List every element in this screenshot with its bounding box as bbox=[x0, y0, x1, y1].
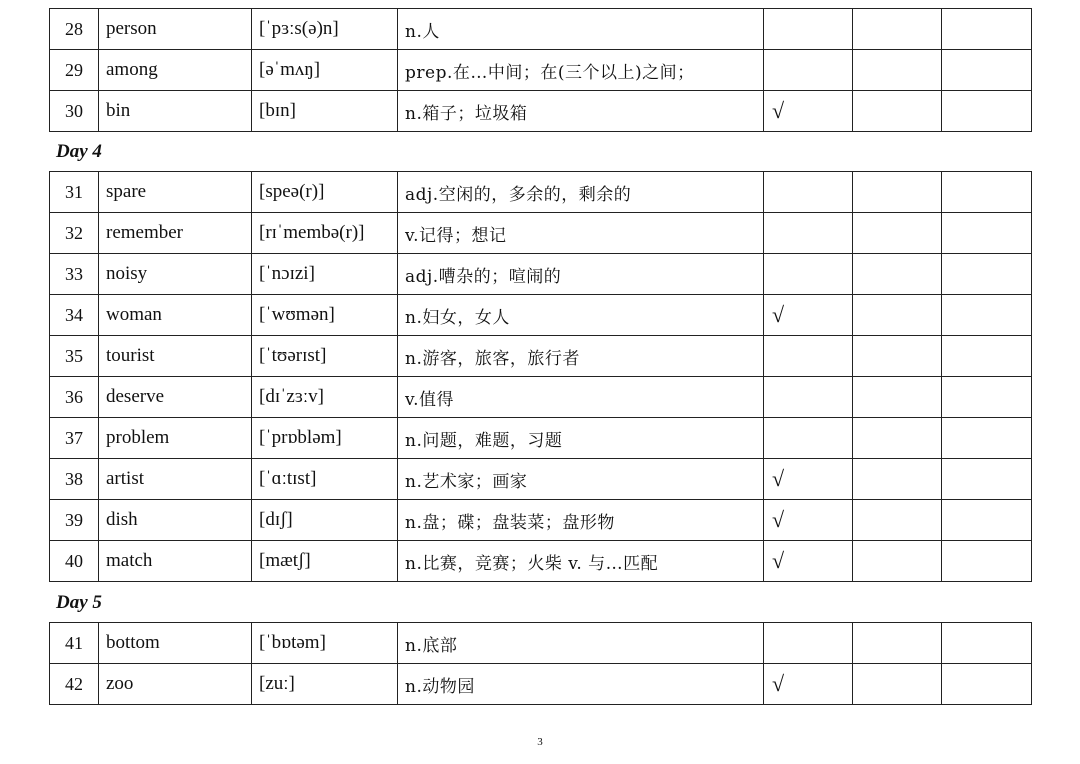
table-row bbox=[50, 336, 1032, 377]
check-cell bbox=[764, 623, 853, 664]
row-number: 31 bbox=[50, 172, 99, 213]
word-cell: noisy bbox=[99, 254, 252, 295]
table-row bbox=[50, 213, 1032, 254]
meaning-cell: n.人 bbox=[398, 9, 764, 50]
meaning-cell: n.底部 bbox=[398, 623, 764, 664]
table-row bbox=[50, 541, 1032, 582]
table-row bbox=[50, 418, 1032, 459]
meaning-cell: n.盘；碟；盘装菜；盘形物 bbox=[398, 500, 764, 541]
table-row bbox=[50, 172, 1032, 213]
check-cell: √ bbox=[764, 500, 853, 541]
row-number: 32 bbox=[50, 213, 99, 254]
row-number: 29 bbox=[50, 50, 99, 91]
row-number: 38 bbox=[50, 459, 99, 500]
blank-cell bbox=[853, 172, 942, 213]
blank-cell bbox=[853, 213, 942, 254]
blank-cell bbox=[853, 9, 942, 50]
vocab-table-day-5 bbox=[49, 622, 1032, 705]
vocab-table-day-4 bbox=[49, 171, 1032, 582]
meaning-cell: v.值得 bbox=[398, 377, 764, 418]
blank-cell bbox=[853, 254, 942, 295]
blank-cell bbox=[942, 541, 1032, 582]
word-cell: bottom bbox=[99, 623, 252, 664]
phonetic-cell: [ˈɑːtɪst] bbox=[252, 459, 398, 500]
meaning-cell: n.比赛，竞赛；火柴 v. 与…匹配 bbox=[398, 541, 764, 582]
check-cell bbox=[764, 9, 853, 50]
phonetic-cell: [rɪˈmembə(r)] bbox=[252, 213, 398, 254]
word-cell: problem bbox=[99, 418, 252, 459]
check-cell: √ bbox=[764, 295, 853, 336]
word-cell: tourist bbox=[99, 336, 252, 377]
phonetic-cell: [ˈwʊmən] bbox=[252, 295, 398, 336]
word-cell: spare bbox=[99, 172, 252, 213]
blank-cell bbox=[942, 500, 1032, 541]
word-cell: person bbox=[99, 9, 252, 50]
row-number: 36 bbox=[50, 377, 99, 418]
table-row bbox=[50, 623, 1032, 664]
check-cell: √ bbox=[764, 541, 853, 582]
check-cell bbox=[764, 172, 853, 213]
table-row bbox=[50, 377, 1032, 418]
table-row bbox=[50, 500, 1032, 541]
blank-cell bbox=[853, 91, 942, 132]
phonetic-cell: [dɪˈzɜːv] bbox=[252, 377, 398, 418]
blank-cell bbox=[853, 541, 942, 582]
word-cell: zoo bbox=[99, 664, 252, 705]
page-number: 3 bbox=[537, 736, 543, 748]
blank-cell bbox=[942, 172, 1032, 213]
row-number: 42 bbox=[50, 664, 99, 705]
blank-cell bbox=[853, 295, 942, 336]
blank-cell bbox=[942, 9, 1032, 50]
check-cell bbox=[764, 50, 853, 91]
phonetic-cell: [ˈbɒtəm] bbox=[252, 623, 398, 664]
meaning-cell: n.动物园 bbox=[398, 664, 764, 705]
check-cell: √ bbox=[764, 91, 853, 132]
meaning-cell: prep.在…中间；在(三个以上)之间； bbox=[398, 50, 764, 91]
blank-cell bbox=[853, 500, 942, 541]
table-row bbox=[50, 295, 1032, 336]
table-row bbox=[50, 254, 1032, 295]
blank-cell bbox=[942, 664, 1032, 705]
vocab-table-continued bbox=[49, 8, 1032, 132]
row-number: 39 bbox=[50, 500, 99, 541]
table-row bbox=[50, 91, 1032, 132]
check-cell: √ bbox=[764, 664, 853, 705]
row-number: 28 bbox=[50, 9, 99, 50]
blank-cell bbox=[853, 623, 942, 664]
blank-cell bbox=[942, 377, 1032, 418]
check-cell bbox=[764, 336, 853, 377]
blank-cell bbox=[853, 50, 942, 91]
table-row bbox=[50, 459, 1032, 500]
blank-cell bbox=[853, 336, 942, 377]
blank-cell bbox=[853, 664, 942, 705]
phonetic-cell: [dɪʃ] bbox=[252, 500, 398, 541]
phonetic-cell: [əˈmʌŋ] bbox=[252, 50, 398, 91]
phonetic-cell: [ˈnɔɪzi] bbox=[252, 254, 398, 295]
word-cell: artist bbox=[99, 459, 252, 500]
phonetic-cell: [bɪn] bbox=[252, 91, 398, 132]
meaning-cell: n.游客，旅客，旅行者 bbox=[398, 336, 764, 377]
blank-cell bbox=[942, 254, 1032, 295]
blank-cell bbox=[853, 418, 942, 459]
blank-cell bbox=[942, 295, 1032, 336]
meaning-cell: adj.嘈杂的；喧闹的 bbox=[398, 254, 764, 295]
meaning-cell: n.妇女，女人 bbox=[398, 295, 764, 336]
day-4-heading: Day 4 bbox=[56, 141, 102, 162]
check-cell bbox=[764, 213, 853, 254]
word-cell: match bbox=[99, 541, 252, 582]
blank-cell bbox=[942, 418, 1032, 459]
row-number: 34 bbox=[50, 295, 99, 336]
row-number: 40 bbox=[50, 541, 99, 582]
blank-cell bbox=[853, 459, 942, 500]
meaning-cell: v.记得；想记 bbox=[398, 213, 764, 254]
row-number: 37 bbox=[50, 418, 99, 459]
word-cell: among bbox=[99, 50, 252, 91]
blank-cell bbox=[942, 91, 1032, 132]
word-cell: remember bbox=[99, 213, 252, 254]
phonetic-cell: [zuː] bbox=[252, 664, 398, 705]
phonetic-cell: [mætʃ] bbox=[252, 541, 398, 582]
day-5-heading: Day 5 bbox=[56, 592, 102, 613]
check-cell bbox=[764, 418, 853, 459]
row-number: 33 bbox=[50, 254, 99, 295]
blank-cell bbox=[942, 213, 1032, 254]
row-number: 35 bbox=[50, 336, 99, 377]
check-cell: √ bbox=[764, 459, 853, 500]
phonetic-cell: [speə(r)] bbox=[252, 172, 398, 213]
blank-cell bbox=[942, 336, 1032, 377]
table-row bbox=[50, 664, 1032, 705]
blank-cell bbox=[942, 50, 1032, 91]
blank-cell bbox=[942, 623, 1032, 664]
word-cell: bin bbox=[99, 91, 252, 132]
row-number: 30 bbox=[50, 91, 99, 132]
word-cell: dish bbox=[99, 500, 252, 541]
check-cell bbox=[764, 377, 853, 418]
meaning-cell: n.艺术家；画家 bbox=[398, 459, 764, 500]
table-row bbox=[50, 9, 1032, 50]
word-cell: woman bbox=[99, 295, 252, 336]
check-cell bbox=[764, 254, 853, 295]
meaning-cell: n.箱子；垃圾箱 bbox=[398, 91, 764, 132]
meaning-cell: n.问题，难题，习题 bbox=[398, 418, 764, 459]
phonetic-cell: [ˈtʊərɪst] bbox=[252, 336, 398, 377]
blank-cell bbox=[853, 377, 942, 418]
phonetic-cell: [ˈpɜːs(ə)n] bbox=[252, 9, 398, 50]
meaning-cell: adj.空闲的，多余的，剩余的 bbox=[398, 172, 764, 213]
row-number: 41 bbox=[50, 623, 99, 664]
blank-cell bbox=[942, 459, 1032, 500]
phonetic-cell: [ˈprɒbləm] bbox=[252, 418, 398, 459]
word-cell: deserve bbox=[99, 377, 252, 418]
table-row bbox=[50, 50, 1032, 91]
